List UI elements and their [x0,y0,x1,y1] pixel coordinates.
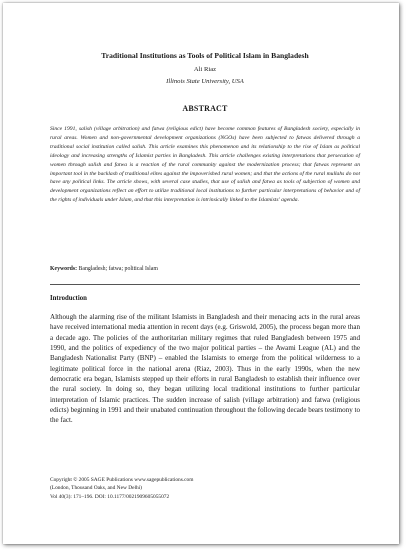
abstract-text: Since 1991, salish (village arbitration) and fatwa (religious edict) have become common features of Bangladesh society, especially in rural areas. Women and non-governmental development organizations (NGOs) have been subjected to fatwas delivered through a traditional social institution called salish. This article examines this phenomenon and its relationship to the rise of Islam as political ideology and increasing strengths of Islamist parties in Bangladesh. This article challenges existing interpretations that persecution of women through salish and fatwa is a reaction of the rural community against the modernization process; that fatwas represent an important tool in the backlash of traditional elites against the impoverished rural women; and that the actions of the rural mullahs do not have any political links. The article shows, with several case studies, that use of salish and fatwa as tools of subjection of women and development organizations reflect an effort to utilize traditional local institutions to further particular interpretations of behavior and of the rights of individuals under Islam, and that this interpretation is intrinsically linked to the Islamists' agenda. [50,126,360,204]
document-page [3,3,399,544]
author-affiliation: Illinois State University, USA [166,78,244,85]
publisher-locations: (London, Thousand Oaks, and New Delhi) [50,485,142,492]
keywords-line [50,266,360,272]
copyright-line: Copyright © 2005 SAGE Publications www.sagepublications.com [50,477,194,483]
abstract-heading: ABSTRACT [182,104,228,113]
author-name: Ali Riaz [193,66,217,73]
keywords-label: Keywords: [50,266,78,272]
keywords-list: Bangladesh; fatwa; political Islam [78,266,158,272]
publication-footer [50,476,360,501]
paper-title: Traditional Institutions as Tools of Political Islam in Bangladesh [101,51,309,60]
introduction-heading: Introduction [50,295,87,302]
section-divider [50,284,360,285]
introduction-text: Although the alarming rise of the militant Islamists in Bangladesh and their menacing acts in the rural areas have received international media attention in recent days (e.g. Griswold, 2005), the process began more than a decade ago. The policies of the authoritarian military regimes that ruled Bangladesh between 1975 and 1990, and the politics of expediency of the two major political parties – the Awami League (AL) and the Bangladesh Nationalist Party (BNP) – enabled the Islamists to emerge from the political wilderness to a legitimate political force in the national arena (Riaz, 2003). Thus in the early 1990s, when the new democratic era began, Islamists stepped up their efforts in rural Bangladesh to establish their influence over the rural society. In doing so, they began utilizing local traditional institutions to further particular interpretation of Islamic practices. The sudden increase of salish (village arbitration) and fatwa (religious edicts) beginning in 1991 and their unabated continuation throughout the following decade bears testimony to the fact. [50,313,360,425]
citation-line: Vol 40(3): 171–196. DOI: 10.1177/0021909605055072 [50,493,170,500]
